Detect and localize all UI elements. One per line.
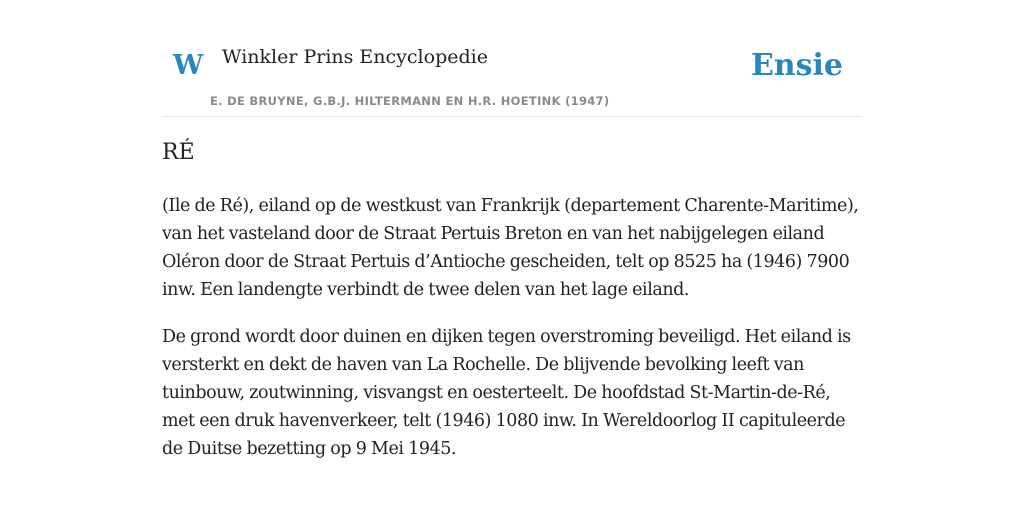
site-title[interactable]: Winkler Prins Encyclopedie — [222, 46, 488, 68]
site-logo[interactable]: W — [173, 50, 204, 81]
entry-content — [162, 192, 862, 482]
site-header — [162, 0, 862, 117]
entry-title: RÉ — [162, 140, 195, 165]
entry-paragraph: De grond wordt door duinen en dijken tegen overstroming beveiligd. Het eiland is versterkt en dekt de haven van La Rochelle. De blijvende bevolking leeft van tuinbouw, zoutwinning, visvangst en oesterteelt. De hoofdstad St-Martin-de-Ré, met een druk havenverkeer, telt (1946) 1080 inw. In Wereldoorlog II capituleerde de Duitse bezetting op 9 Mei 1945. — [162, 327, 851, 459]
authors-byline: E. DE BRUYNE, G.B.J. HILTERMANN EN H.R. HOETINK (1947) — [210, 94, 610, 108]
ensie-brand-logo[interactable]: Ensie — [750, 48, 843, 83]
entry-paragraph: (Ile de Ré), eiland op de westkust van Frankrijk (departement Charente-Maritime), van het vasteland door de Straat Pertuis Breton en van het nabijgelegen eiland Oléron door de Straat Pertuis d’Antioche gescheiden, telt op 8525 ha (1946) 7900 inw. Een landengte verbindt de twee delen van het lage eiland. — [162, 196, 859, 300]
